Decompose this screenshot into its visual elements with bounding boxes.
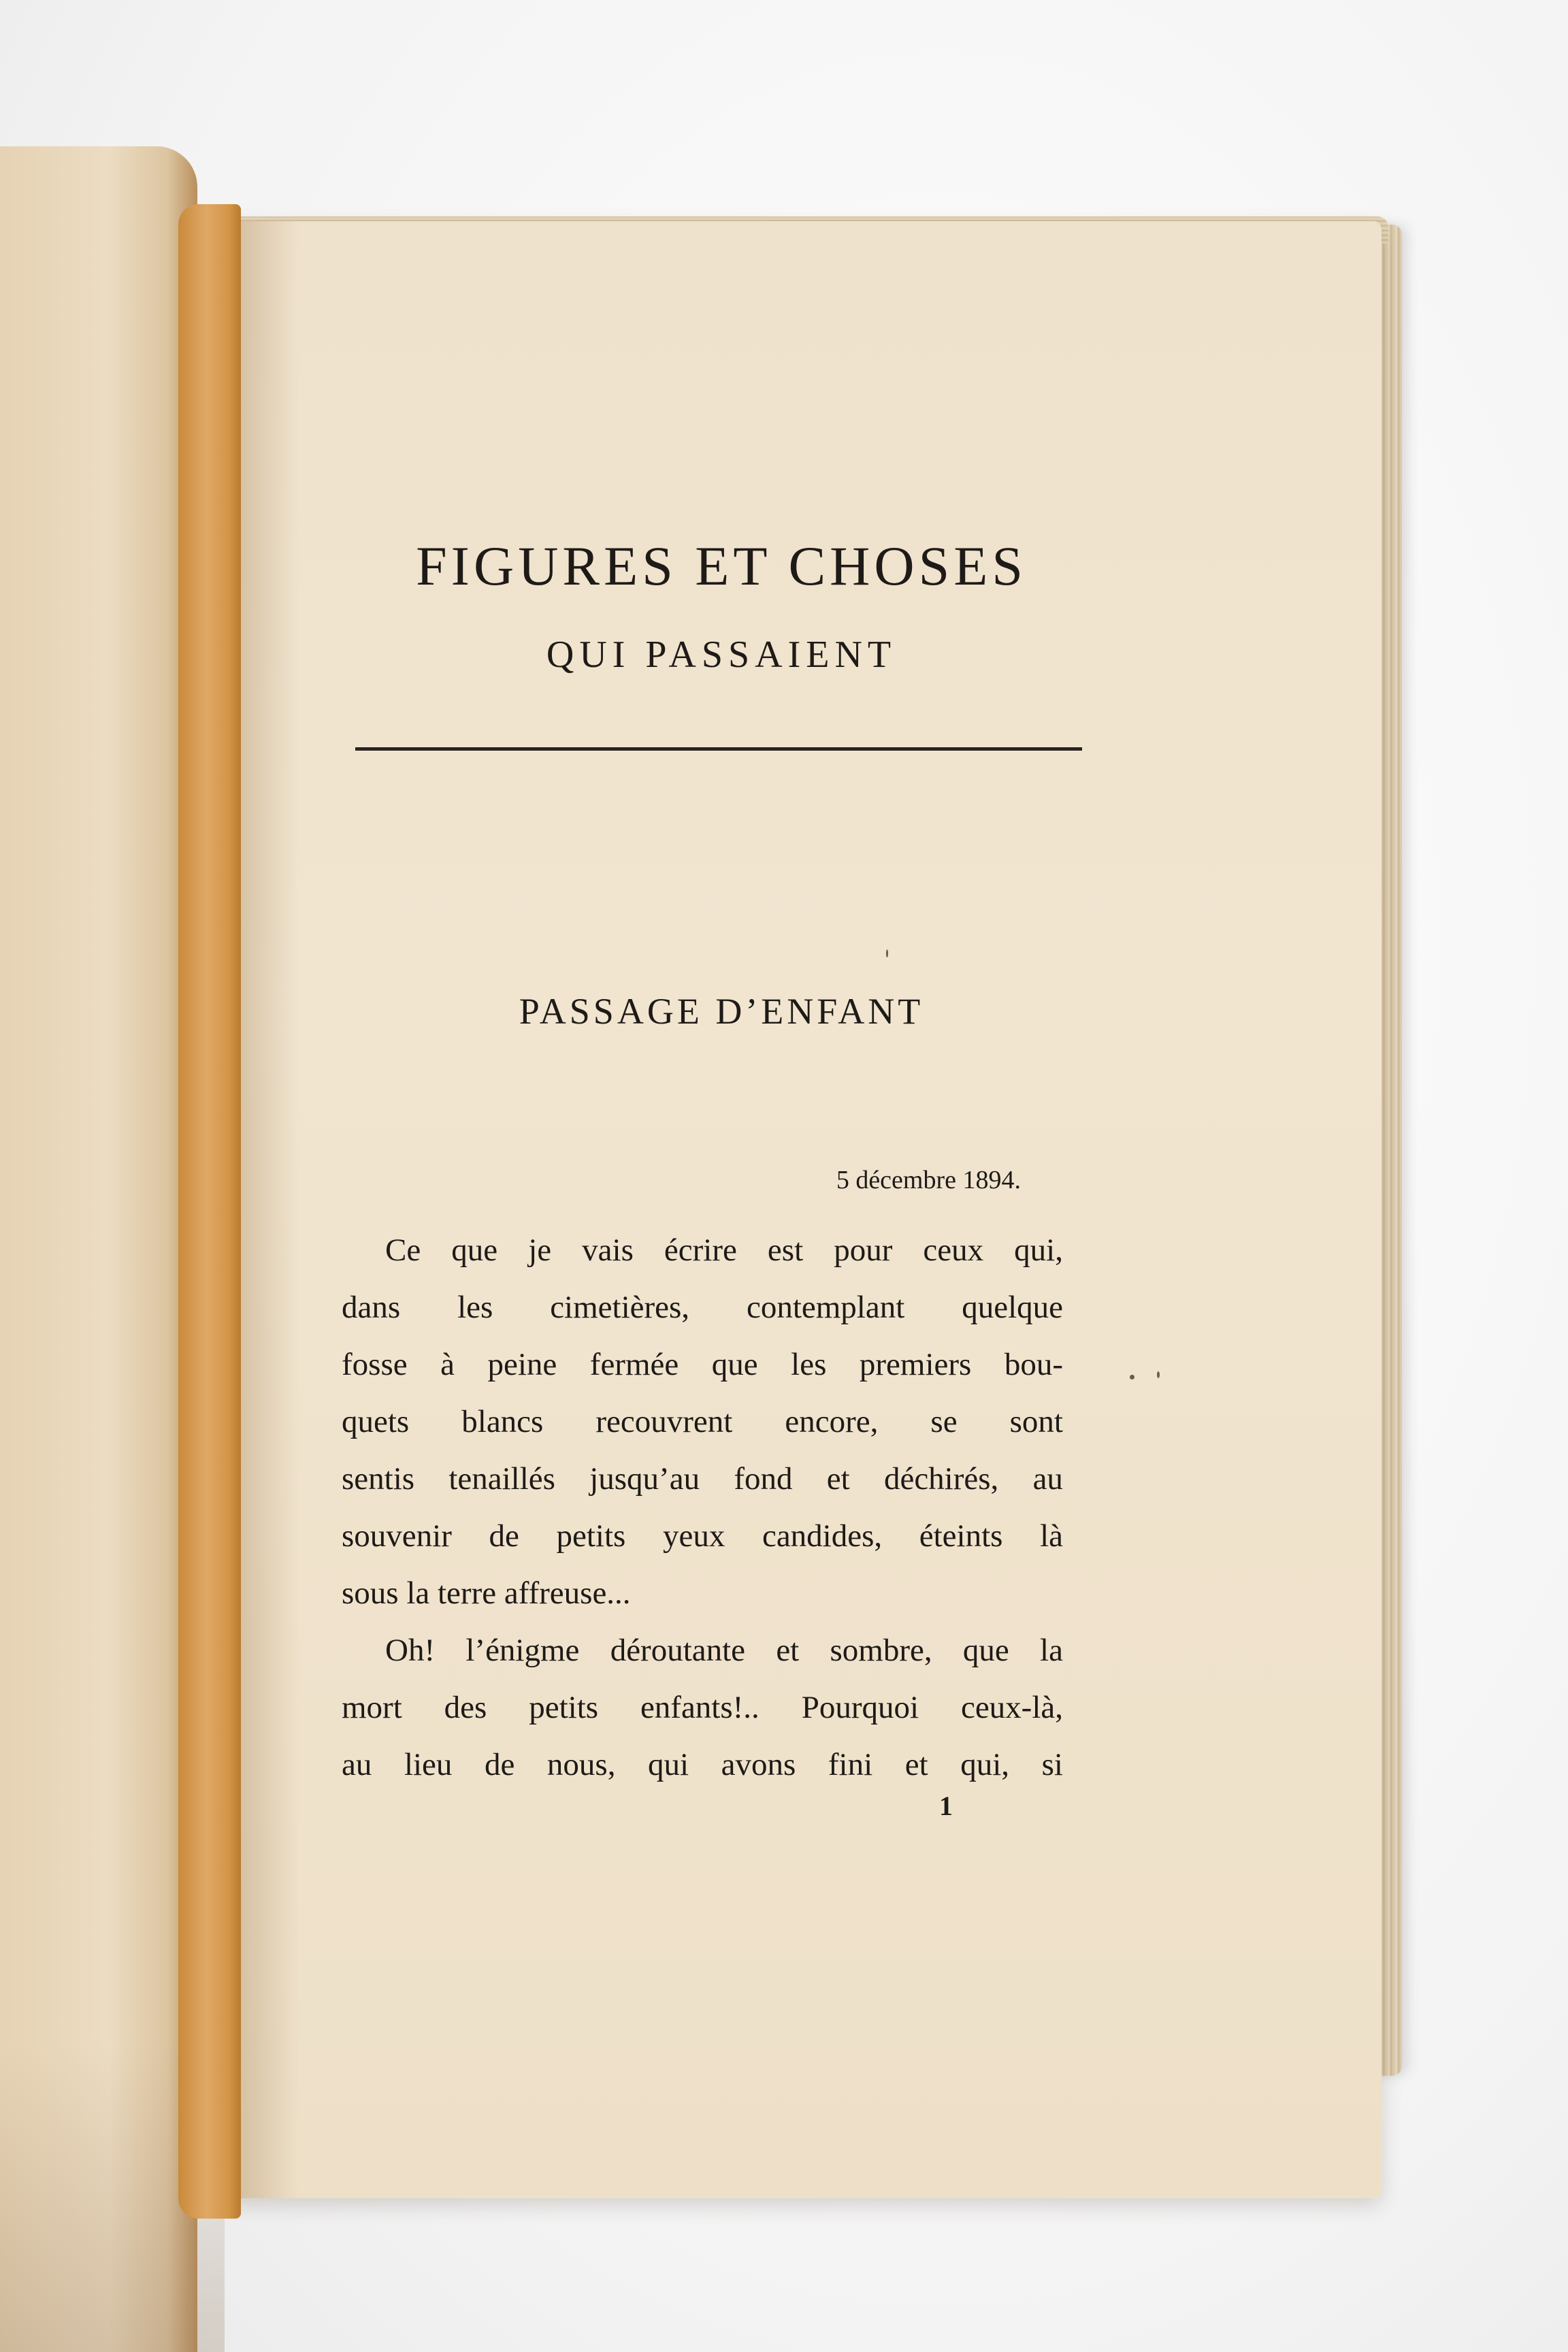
text-line: au lieu de nous, qui avons fini et qui, si (342, 1747, 1063, 1782)
page-number: 1 (939, 1791, 953, 1821)
text-line: mort des petits enfants!.. Pourquoi ceux-là, (342, 1690, 1063, 1725)
right-page (225, 221, 1382, 2198)
text-line: souvenir de petits yeux candides, éteints là (342, 1518, 1063, 1554)
book-subtitle: QUI PASSAIENT (546, 634, 897, 676)
book-title: FIGURES ET CHOSES (416, 535, 1027, 597)
text-line: Oh! l’énigme déroutante et sombre, que la (385, 1633, 1063, 1668)
body-text (342, 1222, 1063, 1793)
text-line: fosse à peine fermée que les premiers bou- (342, 1347, 1063, 1382)
text-line: sous la terre affreuse... (342, 1575, 631, 1611)
paper-speck (886, 949, 888, 958)
text-line: dans les cimetières, contemplant quelque (342, 1290, 1063, 1325)
text-line: Ce que je vais écrire est pour ceux qui, (385, 1232, 1063, 1268)
paper-speck (1130, 1375, 1134, 1379)
title-rule (355, 747, 1082, 751)
paper-speck (1157, 1371, 1160, 1378)
entry-date: 5 décembre 1894. (836, 1166, 1021, 1194)
text-line: sentis tenaillés jusqu’au fond et déchirés, au (342, 1461, 1063, 1497)
section-heading: PASSAGE D’ENFANT (519, 991, 924, 1032)
binding-strip (178, 204, 241, 2219)
text-line: quets blancs recouvrent encore, se sont (342, 1404, 1063, 1439)
left-page (0, 146, 197, 2352)
